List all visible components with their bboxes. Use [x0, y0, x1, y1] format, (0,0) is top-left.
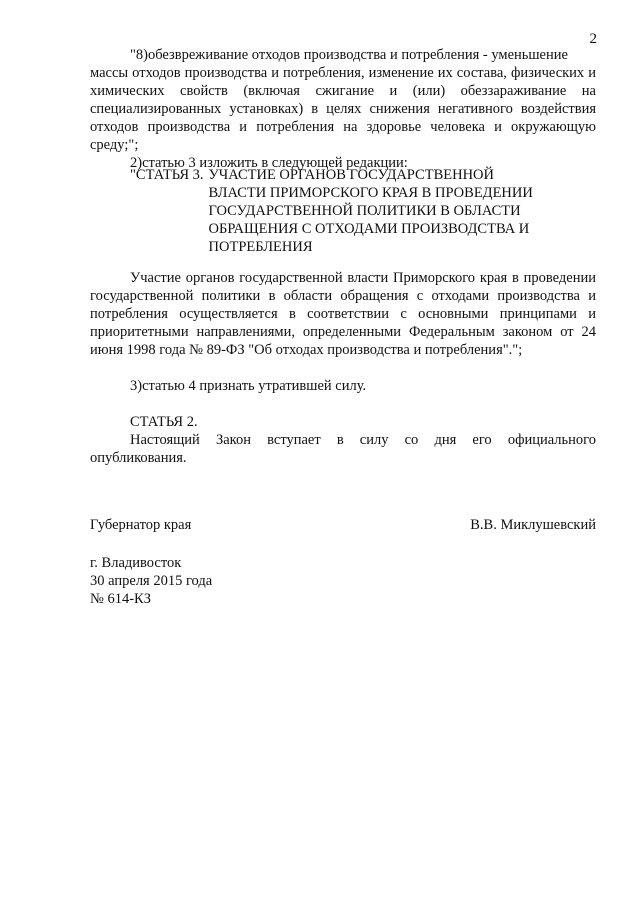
article-2-heading: СТАТЬЯ 2. — [130, 414, 198, 430]
signatory-position: Губернатор края — [90, 517, 192, 533]
item-8-continuation: массы отходов производства и потребления, изменение их состава, физических и химических свойств (включая сжигание и (или) обеззараживание на специализированных установках) в целях снижения негативного воздействия отходов производства и потребления на здоровье человека и окружающую среду;"; — [90, 65, 596, 153]
item-3 — [90, 377, 596, 395]
article-3-heading — [130, 166, 600, 256]
date: 30 апреля 2015 года — [90, 573, 213, 589]
signature-row — [90, 516, 596, 534]
article-3-label: "СТАТЬЯ 3. — [130, 167, 204, 183]
article-2-heading-block — [90, 413, 596, 431]
article-2-body-text: Настоящий Закон вступает в силу со дня его официального опубликования. — [90, 432, 596, 466]
page-number: 2 — [589, 31, 597, 47]
place-date-number — [90, 554, 212, 608]
article-3-body-text: Участие органов государственной власти Приморского края в проведении государственной политики в области обращения с отходами производства и потребления осуществляется в соответствии с основными принципами и приоритетными направлениями, определенными Федеральным законом от 24 июня 1998 года № 89-ФЗ "Об отходах производства и потребления"."; — [90, 270, 596, 358]
law-number: № 614-КЗ — [90, 591, 151, 607]
item-8-first-line: "8)обезвреживание отходов производства и потребления - уменьшение — [130, 47, 568, 63]
item-8-paragraph — [90, 46, 596, 154]
city: г. Владивосток — [90, 555, 182, 571]
signatory-name: В.В. Миклушевский — [470, 517, 596, 533]
article-3-body — [90, 269, 596, 359]
article-2-body — [90, 431, 596, 467]
article-3-title: УЧАСТИЕ ОРГАНОВ ГОСУДАРСТВЕННОЙ ВЛАСТИ ПРИМОРСКОГО КРАЯ В ПРОВЕДЕНИИ ГОСУДАРСТВЕННОЙ ПОЛИТИКИ В ОБЛАСТИ ОБРАЩЕНИЯ С ОТХОДАМИ ПРОИЗВОДСТВА И ПОТРЕБЛЕНИЯ — [208, 167, 533, 255]
item-2-text: 2)статью 3 изложить в следующей редакции: — [130, 155, 408, 171]
item-3-text: 3)статью 4 признать утратившей силу. — [130, 378, 367, 394]
